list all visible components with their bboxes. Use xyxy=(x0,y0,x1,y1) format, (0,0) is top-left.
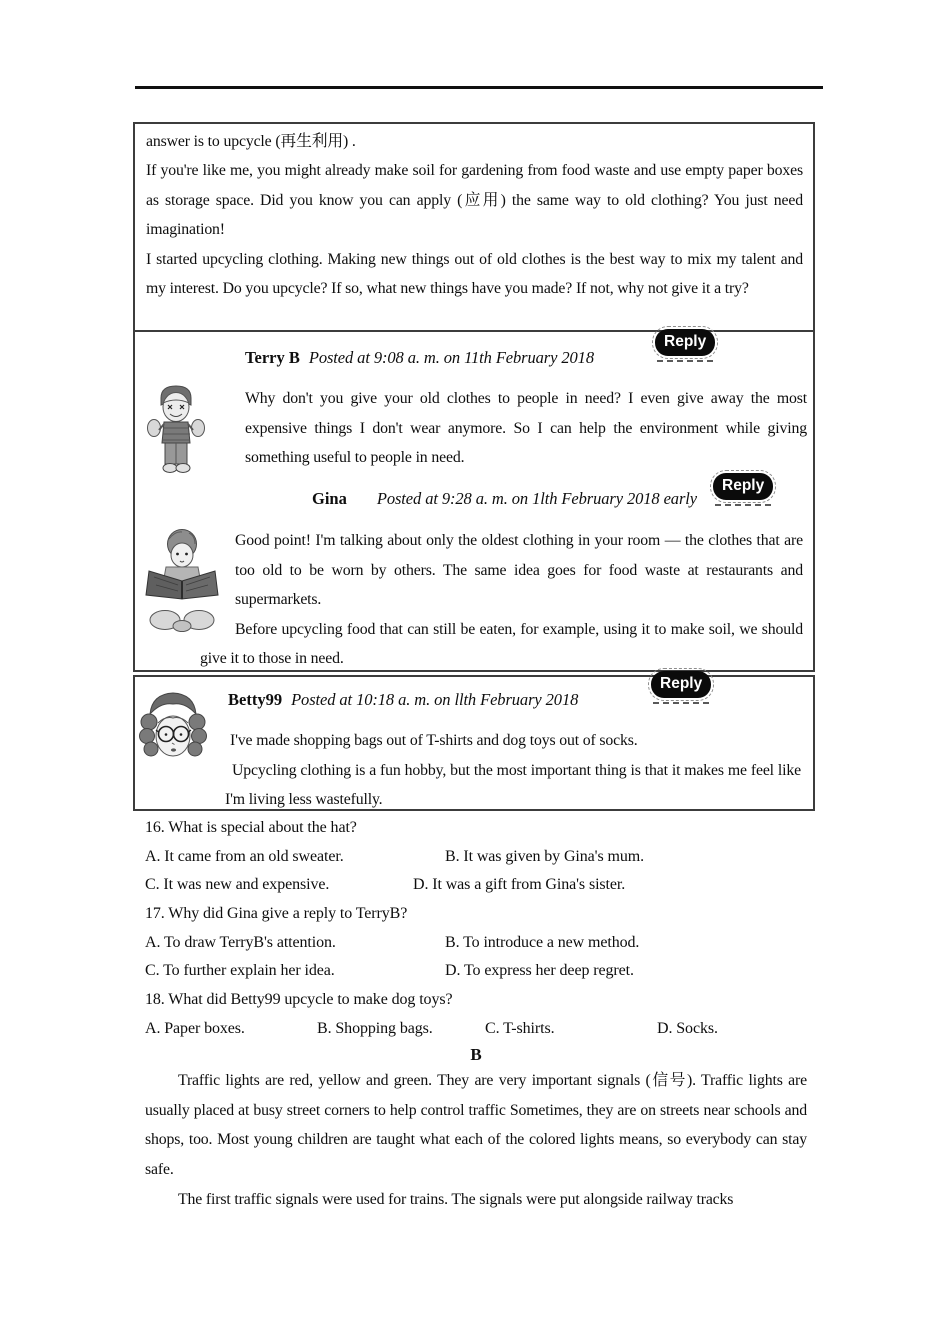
option-17-c: C. To further explain her idea. xyxy=(145,962,335,980)
header-rule xyxy=(135,86,823,89)
post-body-gina-2: Before upcycling food that can still be eaten, for example, using it to make soil, we should give it to those in need. xyxy=(200,620,803,667)
reply-label[interactable]: Reply xyxy=(713,473,773,500)
question-17-options-row-1 xyxy=(145,929,809,958)
reply-label[interactable]: Reply xyxy=(655,329,715,356)
post-header-betty xyxy=(228,690,578,710)
post-author: Gina xyxy=(312,489,347,508)
reply-button-betty[interactable] xyxy=(651,671,711,704)
post-body-gina: Good point! I'm talking about only the oldest clothing in your room — the clothes that are too old to be worn by others. The same idea goes for food waste at restaurants and supermarkets. xyxy=(235,532,803,608)
questions-section xyxy=(145,814,809,1044)
post-body-betty-2: Upcycling clothing is a fun hobby, but the most important thing is that it makes me feel like I'm living less wastefully. xyxy=(225,761,801,808)
post-header-terry xyxy=(245,348,594,368)
option-17-a: A. To draw TerryB's attention. xyxy=(145,933,336,951)
option-18-c: C. T-shirts. xyxy=(485,1019,555,1037)
post-meta: Posted at 10:18 a. m. on llth February 2018 xyxy=(291,690,579,709)
passage-b-paragraph-2: The first traffic signals were used for trains. The signals were put alongside railway tracks xyxy=(178,1190,734,1208)
post-author: Terry B xyxy=(245,348,300,367)
intro-paragraph-3: I started upcycling clothing. Making new things out of old clothes is the best way to mix my talent and my interest. Do you upcycle? If so, what new things have you made? If not, why not give it a try? xyxy=(146,250,803,298)
question-16-options-row-1 xyxy=(145,843,809,872)
post-meta: Posted at 9:08 a. m. on 11th February 2018 xyxy=(308,348,594,367)
post-body-gina-wrap xyxy=(135,526,813,674)
traffic-lights-passage xyxy=(145,1066,807,1215)
option-17-b: B. To introduce a new method. xyxy=(445,933,640,951)
option-16-b: B. It was given by Gina's mum. xyxy=(445,847,644,865)
post-body-betty: I've made shopping bags out of T-shirts and dog toys out of socks. xyxy=(230,732,638,749)
post-meta: Posted at 9:28 a. m. on 1lth February 2018 early xyxy=(376,489,697,508)
option-17-d: D. To express her deep regret. xyxy=(445,962,634,980)
section-b-heading: B xyxy=(470,1045,482,1064)
reply-label[interactable]: Reply xyxy=(651,671,711,698)
post-body-terry: Why don't you give your old clothes to people in need? I even give away the most expensive things I don't wear anymore. So I can help the environment while giving something useful to people in need. xyxy=(245,390,807,466)
question-prompt-17: 17. Why did Gina give a reply to TerryB? xyxy=(145,905,408,923)
option-16-c: C. It was new and expensive. xyxy=(145,876,330,894)
intro-line-1: answer is to upcycle (再生利用) . xyxy=(146,133,356,150)
option-18-a: A. Paper boxes. xyxy=(145,1019,245,1037)
question-prompt-16: 16. What is special about the hat? xyxy=(145,819,357,836)
option-18-d: D. Socks. xyxy=(657,1019,718,1037)
question-prompt-18: 18. What did Betty99 upcycle to make dog toys? xyxy=(145,991,453,1009)
question-17-options-row-2 xyxy=(145,957,809,986)
intro-paragraph-2: If you're like me, you might already make soil for gardening from food waste and use empty paper boxes as storage space. Did you know you can apply (应用) the same way to old clothing? You just need imagination! xyxy=(146,162,803,239)
post-header-gina xyxy=(312,489,697,509)
terry-avatar-icon xyxy=(147,384,205,476)
forum-box-betty xyxy=(133,675,815,811)
post-body-betty-wrap xyxy=(135,726,813,815)
post-author: Betty99 xyxy=(228,690,283,709)
passage-b-paragraph-1: Traffic lights are red, yellow and green. They are very important signals (信号). Traffic lights are usually placed at busy street corners to help control traffic Sometimes, they are on streets near schools and shops, too. Most young children are taught what each of the colored lights means, so everybody can stay safe. xyxy=(145,1072,807,1179)
reply-button-terry[interactable] xyxy=(655,329,715,362)
option-18-b: B. Shopping bags. xyxy=(317,1019,433,1037)
option-16-a: A. It came from an old sweater. xyxy=(145,847,344,865)
option-16-d: D. It was a gift from Gina's sister. xyxy=(413,876,626,894)
reply-button-gina[interactable] xyxy=(713,473,773,506)
forum-box-terry-gina xyxy=(133,330,815,672)
question-16-options-row-2 xyxy=(145,871,809,900)
intro-passage-box xyxy=(133,122,815,330)
